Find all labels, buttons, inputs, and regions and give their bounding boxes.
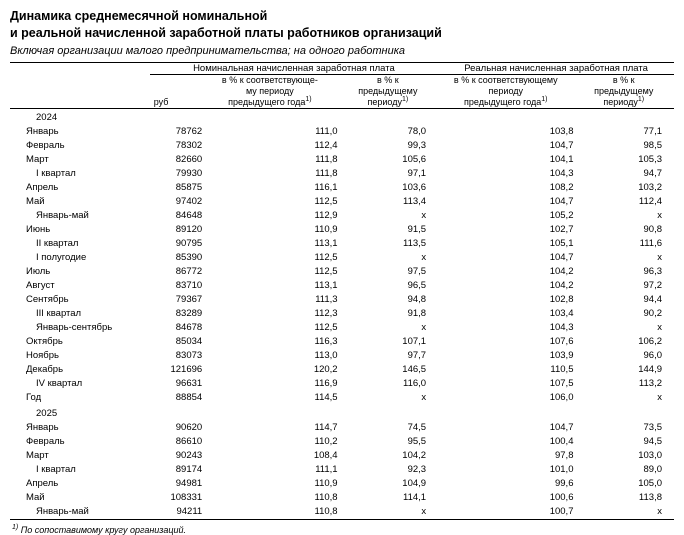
cell-nominal-prev: 107,1 [402,335,427,347]
cell-real-prev: 105,0 [638,477,662,489]
cell-nominal-yoy: 112,5 [314,251,338,263]
table-row [10,335,674,349]
cell-rub: 79930 [175,167,203,179]
cell-nominal-yoy: 110,2 [314,435,338,447]
cell-real-prev: 98,5 [643,139,662,151]
cell-real-yoy: 104,3 [549,167,574,179]
footnote-marker-icon: 1) [12,523,19,531]
table-row [10,391,674,405]
cell-real-prev: х [657,391,662,403]
cell-real-prev: 111,6 [639,237,662,249]
row-label: Ноябрь [26,349,59,361]
cell-rub: 82660 [175,153,203,165]
cell-rub: 83289 [175,307,203,319]
header-col-real-yoy [438,75,573,109]
header-col-nominal-prev-l3: периоду [367,97,402,108]
cell-nominal-prev: 97,1 [407,167,427,179]
table-row [10,223,674,237]
row-label: 2025 [36,407,58,419]
cell-nominal-yoy: 111,8 [315,153,338,165]
cell-real-yoy: 97,8 [554,449,574,461]
cell-rub [150,405,202,421]
row-label: Апрель [26,477,59,489]
cell-nominal-yoy: 116,1 [314,181,338,193]
cell-nominal-prev: 95,5 [407,435,427,447]
cell-nominal-prev [338,108,438,125]
cell-real-yoy: 108,2 [549,181,574,193]
cell-real-prev: 89,0 [643,463,662,475]
cell-nominal-yoy: 114,5 [314,391,338,403]
cell-nominal-yoy [202,405,337,421]
footnote-marker-icon: 1) [541,96,548,104]
cell-nominal-prev: 74,5 [407,421,427,433]
cell-rub: 89120 [175,223,203,235]
cell-rub: 90620 [175,421,203,433]
cell-nominal-prev: 92,3 [407,463,427,475]
row-label: Декабрь [26,363,64,375]
cell-nominal-prev: 113,4 [403,195,427,207]
cell-nominal-prev: 113,5 [403,237,427,249]
row-label: Май [26,195,45,207]
footnote [10,524,674,535]
cell-nominal-yoy: 108,4 [313,449,338,461]
cell-real-prev: 96,3 [643,265,662,277]
row-label: Февраль [26,139,65,151]
table-row [10,279,674,293]
cell-real-prev [573,405,674,421]
cell-real-prev: 94,4 [643,293,662,305]
cell-real-yoy: 104,7 [549,421,574,433]
row-label: II квартал [36,237,79,249]
table-row [10,108,674,125]
cell-real-prev: 94,5 [643,435,662,447]
cell-rub: 79367 [175,293,203,305]
cell-real-prev: 103,0 [638,449,662,461]
row-label: Февраль [26,435,65,447]
cell-rub: 83710 [175,279,203,291]
header-col-real-prev-l1: в % к [612,75,635,86]
cell-nominal-yoy: 110,9 [314,223,338,235]
header-col-real-yoy-l3: предыдущего года [464,97,542,108]
cell-real-yoy [438,405,573,421]
cell-nominal-yoy: 111,3 [315,293,338,305]
cell-nominal-prev: х [421,391,427,403]
table-body [10,108,674,519]
cell-real-prev: 90,8 [643,223,662,235]
row-label: Май [26,491,45,503]
header-col-nominal-prev-l1: в % к [376,75,399,86]
cell-real-yoy: 103,9 [549,349,574,361]
cell-real-yoy: 104,7 [549,195,574,207]
cell-nominal-yoy: 114,7 [314,421,338,433]
table-row [10,435,674,449]
cell-nominal-yoy: 112,4 [314,139,338,151]
header-col-nominal-prev [338,75,438,109]
table-row [10,237,674,251]
footnote-marker-icon: 1) [637,96,645,104]
table-row [10,477,674,491]
cell-nominal-prev: 97,7 [407,349,427,361]
cell-real-prev: х [657,209,662,221]
cell-real-prev: 97,2 [643,279,662,291]
cell-rub: 83073 [175,349,203,361]
cell-nominal-prev: 114,1 [403,491,427,503]
cell-real-prev: х [657,321,662,333]
table-row [10,491,674,505]
cell-nominal-prev: 104,2 [402,449,427,461]
cell-nominal-prev: х [421,321,427,333]
row-label: IV квартал [36,377,83,389]
row-label: Июнь [26,223,51,235]
cell-real-prev: 103,2 [638,181,662,193]
row-label: Январь [26,421,59,433]
header-col-nominal-yoy [202,75,337,109]
cell-real-yoy: 107,5 [549,377,574,389]
cell-nominal-prev: х [421,251,427,263]
cell-nominal-yoy: 113,1 [314,237,338,249]
row-label: I полугодие [36,251,87,263]
header-col-rub: руб [150,75,202,109]
cell-nominal-yoy: 116,9 [314,377,338,389]
cell-rub: 78302 [175,139,203,151]
cell-nominal-prev: 97,5 [407,265,427,277]
table-row [10,209,674,223]
table-row [10,405,674,421]
row-label: I квартал [36,167,76,179]
header-col-real-prev-l3: периоду [603,97,638,108]
cell-real-prev: х [573,505,674,520]
cell-nominal-yoy [202,108,337,125]
table-row [10,167,674,181]
cell-real-yoy: 104,2 [549,279,574,291]
cell-real-yoy: 104,2 [549,265,574,277]
cell-real-yoy: 106,0 [549,391,574,403]
cell-nominal-prev: 146,5 [402,363,427,375]
header-group-real: Реальная начисленная заработная плата [438,63,674,75]
cell-real-yoy: 104,3 [549,321,574,333]
table-row [10,363,674,377]
cell-real-yoy: 102,8 [549,293,574,305]
row-label: Год [26,391,42,403]
cell-rub: 86610 [175,435,203,447]
cell-nominal-yoy: 111,8 [315,167,338,179]
row-label: I квартал [36,463,76,475]
table-row [10,293,674,307]
cell-rub: 85875 [175,181,203,193]
cell-rub: 85034 [175,335,203,347]
cell-nominal-prev: 78,0 [407,125,427,137]
table-row [10,463,674,477]
cell-nominal-prev: 99,3 [407,139,427,151]
cell-nominal-prev: 105,6 [402,153,427,165]
header-col-nominal-prev-l2: предыдущему [358,85,418,96]
page-title-line2: и реальной начисленной заработной платы работников организаций [10,25,442,40]
cell-real-prev: 90,2 [643,307,662,319]
cell-real-yoy: 104,1 [549,153,574,165]
header-col-real-prev-l2: предыдущему [594,85,654,96]
cell-real-yoy: 100,6 [549,491,574,503]
cell-real-yoy: 99,6 [554,477,574,489]
cell-real-prev: 112,4 [638,195,662,207]
cell-real-prev: 106,2 [638,335,662,347]
cell-real-yoy: 103,4 [549,307,574,319]
page-title-line1: Динамика среднемесячной номинальной [10,9,268,23]
cell-nominal-prev: 96,5 [407,279,427,291]
table-row [10,125,674,139]
cell-rub: 86772 [175,265,203,277]
footnote-marker-icon: 1) [305,96,312,104]
cell-nominal-prev: 91,5 [407,223,427,235]
cell-real-yoy: 100,4 [549,435,574,447]
table-row [10,181,674,195]
cell-rub: 121696 [170,363,203,375]
header-col-nominal-yoy-l2: му периоду [246,85,294,96]
cell-rub [150,108,202,125]
header-col-real-prev [573,75,674,109]
cell-nominal-prev: 91,8 [407,307,427,319]
cell-nominal-prev [338,405,438,421]
cell-real-prev: 144,9 [638,363,662,375]
table-row [10,421,674,435]
cell-nominal-prev: х [421,209,427,221]
wage-dynamics-table [10,62,674,520]
cell-rub: 96631 [175,377,203,389]
row-label: Октябрь [26,335,63,347]
cell-real-prev: 105,3 [638,153,662,165]
row-label: Январь-май [10,505,150,520]
row-label: Сентябрь [26,293,69,305]
cell-rub: 78762 [175,125,203,137]
cell-rub: 90243 [175,449,203,461]
cell-rub: 94981 [175,477,203,489]
row-label: 2024 [36,111,58,123]
cell-real-prev: 77,1 [643,125,662,137]
cell-real-prev: 113,8 [638,491,662,503]
page-title [10,8,674,42]
cell-rub: 85390 [175,251,203,263]
cell-real-yoy: 102,7 [549,223,574,235]
table-header [10,63,674,109]
cell-real-prev: 94,7 [643,167,662,179]
table-row [10,307,674,321]
cell-real-yoy [438,108,573,125]
cell-real-yoy: 105,2 [549,209,574,221]
header-group-nominal: Номинальная начисленная заработная плата [150,63,438,75]
row-label: Апрель [26,181,59,193]
cell-nominal-prev: 103,6 [402,181,427,193]
cell-real-yoy: 105,1 [549,237,574,249]
cell-rub: 88854 [175,391,203,403]
cell-nominal-yoy: 112,5 [314,321,338,333]
cell-real-yoy: 104,7 [549,139,574,151]
table-row [10,321,674,335]
row-label: Январь-май [36,209,89,221]
footnote-text: По сопоставимому кругу организаций. [20,524,187,535]
cell-rub: 84648 [175,209,203,221]
cell-nominal-yoy: 112,3 [314,307,338,319]
cell-nominal-yoy: 111,0 [315,125,338,137]
cell-real-yoy: 101,0 [549,463,574,475]
cell-nominal-yoy: 112,9 [314,209,338,221]
table-row [10,505,674,520]
row-label: III квартал [36,307,82,319]
table-row [10,265,674,279]
table-row [10,349,674,363]
cell-rub: 108331 [170,491,203,503]
cell-nominal-yoy: 113,1 [314,279,338,291]
row-label: Июль [26,265,51,277]
cell-nominal-yoy: 116,3 [314,335,338,347]
cell-nominal-prev: х [338,505,438,520]
cell-real-prev: 113,2 [638,377,662,389]
cell-nominal-yoy: 110,8 [202,505,337,520]
page-subtitle: Включая организации малого предпринимательства; на одного работника [10,44,406,57]
cell-rub: 97402 [175,195,203,207]
header-col-nominal-yoy-l1: в % к соответствующе- [221,75,318,86]
cell-real-prev: 96,0 [643,349,662,361]
table-row [10,153,674,167]
cell-nominal-prev: 116,0 [403,377,427,389]
cell-real-yoy: 107,6 [549,335,574,347]
cell-rub: 90795 [175,237,203,249]
cell-real-yoy: 100,7 [438,505,573,520]
table-row [10,195,674,209]
cell-nominal-yoy: 113,0 [314,349,338,361]
cell-nominal-yoy: 111,1 [315,463,338,475]
cell-real-prev: 73,5 [643,421,662,433]
cell-real-yoy: 103,8 [549,125,574,137]
cell-rub: 89174 [175,463,203,475]
table-row [10,251,674,265]
header-col-real-yoy-l1: в % к соответствующему [453,75,558,86]
table-row [10,449,674,463]
row-label: Март [26,449,49,461]
cell-nominal-yoy: 112,5 [314,265,338,277]
table-row [10,139,674,153]
cell-real-prev: х [657,251,662,263]
row-label: Март [26,153,49,165]
cell-nominal-prev: 104,9 [402,477,427,489]
cell-real-prev [573,108,674,125]
cell-nominal-yoy: 112,5 [314,195,338,207]
cell-real-yoy: 104,7 [549,251,574,263]
footnote-marker-icon: 1) [401,96,409,104]
cell-nominal-yoy: 110,8 [314,491,338,503]
row-label: Январь [26,125,59,137]
header-col-nominal-yoy-l3: предыдущего года [228,97,306,108]
cell-nominal-prev: 94,8 [407,293,427,305]
cell-nominal-yoy: 120,2 [313,363,338,375]
cell-rub: 94211 [150,505,202,520]
row-label: Январь-сентябрь [36,321,113,333]
cell-real-yoy: 110,5 [550,363,574,375]
cell-rub: 84678 [175,321,203,333]
cell-nominal-yoy: 110,9 [314,477,338,489]
row-label: Август [26,279,55,291]
header-col-real-yoy-l2: периоду [488,85,524,96]
table-row [10,377,674,391]
